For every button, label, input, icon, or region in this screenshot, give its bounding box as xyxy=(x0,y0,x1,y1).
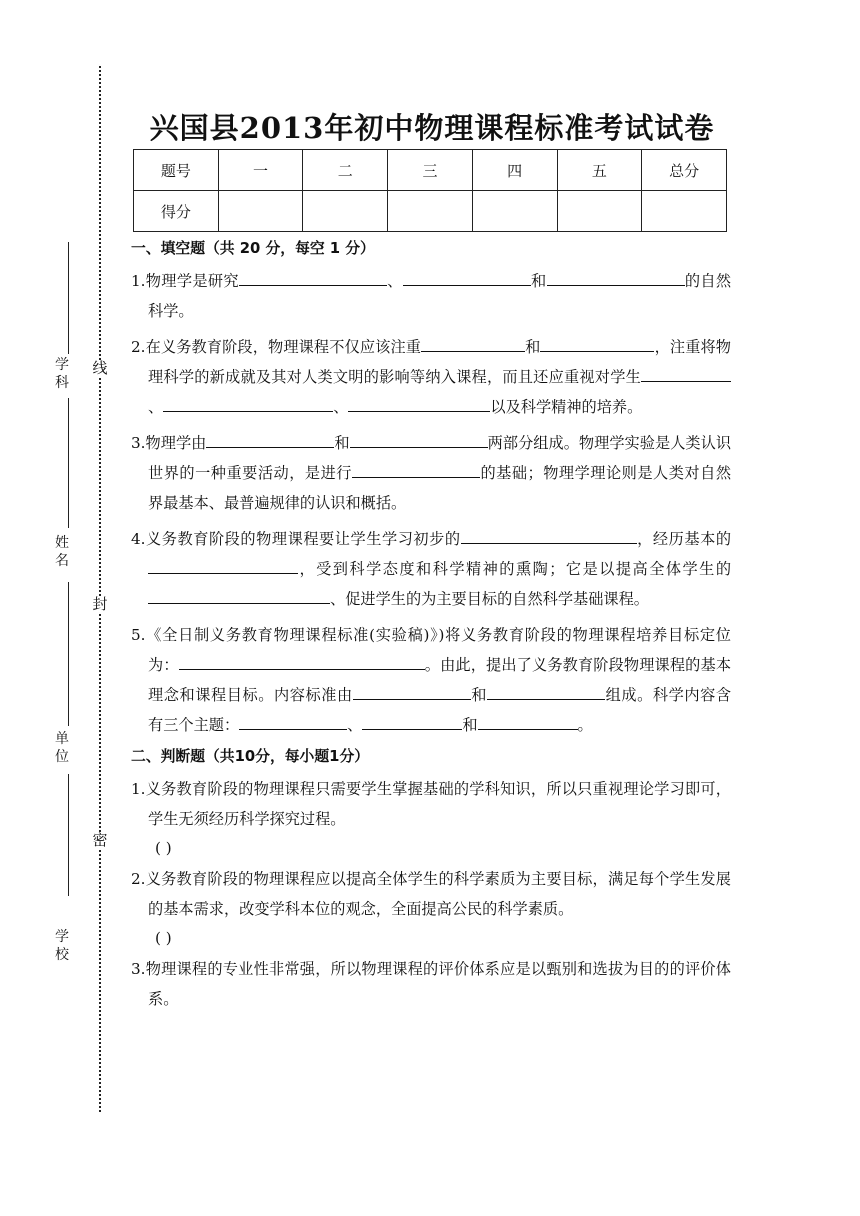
unit-blank-top xyxy=(68,582,69,726)
q3-text-d: 的基础；物理学理论则是人类对自然界最基本、最普遍规律的认识和概括。 xyxy=(148,464,732,512)
score-table-header-row xyxy=(134,150,727,191)
q1-blank-2[interactable] xyxy=(403,269,531,286)
q2-text-e: 、 xyxy=(333,398,349,416)
q1-blank-3[interactable] xyxy=(547,269,685,286)
binding-dotted-line xyxy=(99,66,101,1112)
fill-question-1 xyxy=(131,266,731,326)
q5-blank-3[interactable] xyxy=(487,683,605,700)
school-blank-top xyxy=(68,774,69,896)
q5-blank-2[interactable] xyxy=(353,683,471,700)
fill-question-5 xyxy=(131,620,731,740)
judge-question-3: 3.物理课程的专业性非常强，所以物理课程的评价体系应是以甄别和选拔为目的的评价体系。 xyxy=(131,960,731,1008)
header-cell-total: 总分 xyxy=(642,150,727,191)
score-cell-2[interactable] xyxy=(303,191,388,232)
q5-text-f: 和 xyxy=(462,716,478,734)
q5-blank-5[interactable] xyxy=(362,713,462,730)
name-label: 姓 名 xyxy=(55,535,69,569)
q4-blank-1[interactable] xyxy=(461,527,637,544)
header-cell-3: 三 xyxy=(388,150,473,191)
exam-title: 兴国县2013年初中物理课程标准考试试卷 xyxy=(149,111,715,145)
q4-text-c: ，受到科学态度和科学精神的熏陶；它是以提高全体学生的 xyxy=(298,560,731,578)
judge-question-2: 2.义务教育阶段的物理课程应以提高全体学生的科学素质为主要目标，满足每个学生发展的基本需求，改变学科本位的观念，全面提高公民的科学素质。 xyxy=(131,870,731,918)
judge-question-1: 1.义务教育阶段的物理课程只需要学生掌握基础的学科知识，所以只重视理论学习即可，学生无须经历科学探究过程。 xyxy=(131,780,731,828)
q4-text-b: ，经历基本的 xyxy=(636,530,732,548)
subject-label: 学 科 xyxy=(55,357,69,391)
score-cell-1[interactable] xyxy=(218,191,303,232)
q5-text-c: 和 xyxy=(470,686,488,704)
q3-blank-2[interactable] xyxy=(350,431,488,448)
header-cell-4: 四 xyxy=(472,150,557,191)
header-cell-1: 一 xyxy=(218,150,303,191)
q5-blank-1[interactable] xyxy=(179,653,425,670)
section1-heading: 一、填空题（共 20 分，每空 1 分） xyxy=(131,240,375,257)
q2-text-c: ，注重将物理科学的新成就及其对人类文明的影响等纳入课程，而且还应重视对学生 xyxy=(148,338,731,386)
school-label: 学校 xyxy=(55,929,69,963)
binding-margin xyxy=(0,0,115,1216)
score-table xyxy=(133,149,727,232)
q1-text-d: 的自然科学。 xyxy=(148,272,732,320)
q4-blank-2[interactable] xyxy=(148,557,298,574)
q2-text-f: 以及科学精神的培养。 xyxy=(490,398,643,416)
header-cell-2: 二 xyxy=(303,150,388,191)
q2-blank-3[interactable] xyxy=(641,365,731,382)
q3-blank-3[interactable] xyxy=(352,461,480,478)
unit-label: 单 位 xyxy=(55,731,69,765)
seal-char-feng: 封 xyxy=(92,595,108,613)
q3-blank-1[interactable] xyxy=(206,431,334,448)
q5-blank-4[interactable] xyxy=(239,713,347,730)
exam-content xyxy=(131,234,731,1014)
judge-answer-2[interactable]: ( ) xyxy=(155,929,172,947)
fill-question-2 xyxy=(131,332,731,422)
subject-blank xyxy=(68,242,69,354)
q5-text-g: 。 xyxy=(577,716,593,734)
header-cell-tihao: 题号 xyxy=(134,150,219,191)
q5-text-e: 、 xyxy=(347,716,363,734)
seal-char-xian: 线 xyxy=(92,359,108,377)
q3-text-a: 3.物理学由 xyxy=(131,434,207,452)
score-cell-4[interactable] xyxy=(472,191,557,232)
q2-blank-5[interactable] xyxy=(348,395,490,412)
q5-text-a: 5.《全日制义务教育物理课程标准(实验稿)》)将义务教育阶段的物理课程培养目标定位为： xyxy=(131,626,731,674)
q5-text-d: 组成。科学内容含有三个主题： xyxy=(148,686,732,734)
q1-text-c: 和 xyxy=(530,272,547,290)
name-blank-top xyxy=(68,398,69,528)
seal-char-mi: 密 xyxy=(92,831,108,849)
q3-text-c: 两部分组成。物理学实验是人类认识世界的一种重要活动，是进行 xyxy=(148,434,732,482)
score-row-label: 得分 xyxy=(134,191,219,232)
q1-blank-1[interactable] xyxy=(239,269,387,286)
q5-blank-6[interactable] xyxy=(478,713,578,730)
q4-text-a: 4.义务教育阶段的物理课程要让学生学习初步的 xyxy=(131,530,461,548)
q2-blank-1[interactable] xyxy=(421,335,525,352)
q4-text-d: 、促进学生的为主要目标的自然科学基础课程。 xyxy=(330,590,649,608)
q1-text-b: 、 xyxy=(386,272,403,290)
score-cell-total[interactable] xyxy=(642,191,727,232)
q5-text-b: 。由此，提出了义务教育阶段物理课程的基本理念和课程目标。内容标准由 xyxy=(148,656,732,704)
q2-blank-4[interactable] xyxy=(163,395,333,412)
fill-question-4 xyxy=(131,524,731,614)
section2-heading: 二、判断题（共10分，每小题1分） xyxy=(131,748,370,765)
header-cell-5: 五 xyxy=(557,150,642,191)
q1-text-a: 1.物理学是研究 xyxy=(131,272,239,290)
q3-text-b: 和 xyxy=(334,434,350,452)
score-table-score-row xyxy=(134,191,727,232)
fill-question-3 xyxy=(131,428,731,518)
q2-text-a: 2.在义务教育阶段，物理课程不仅应该注重 xyxy=(131,338,422,356)
q2-text-b: 和 xyxy=(525,338,541,356)
q2-text-d: 、 xyxy=(148,398,164,416)
q2-blank-2[interactable] xyxy=(540,335,654,352)
judge-answer-1[interactable]: ( ) xyxy=(155,839,172,857)
q4-blank-3[interactable] xyxy=(148,587,330,604)
score-cell-5[interactable] xyxy=(557,191,642,232)
score-cell-3[interactable] xyxy=(388,191,473,232)
